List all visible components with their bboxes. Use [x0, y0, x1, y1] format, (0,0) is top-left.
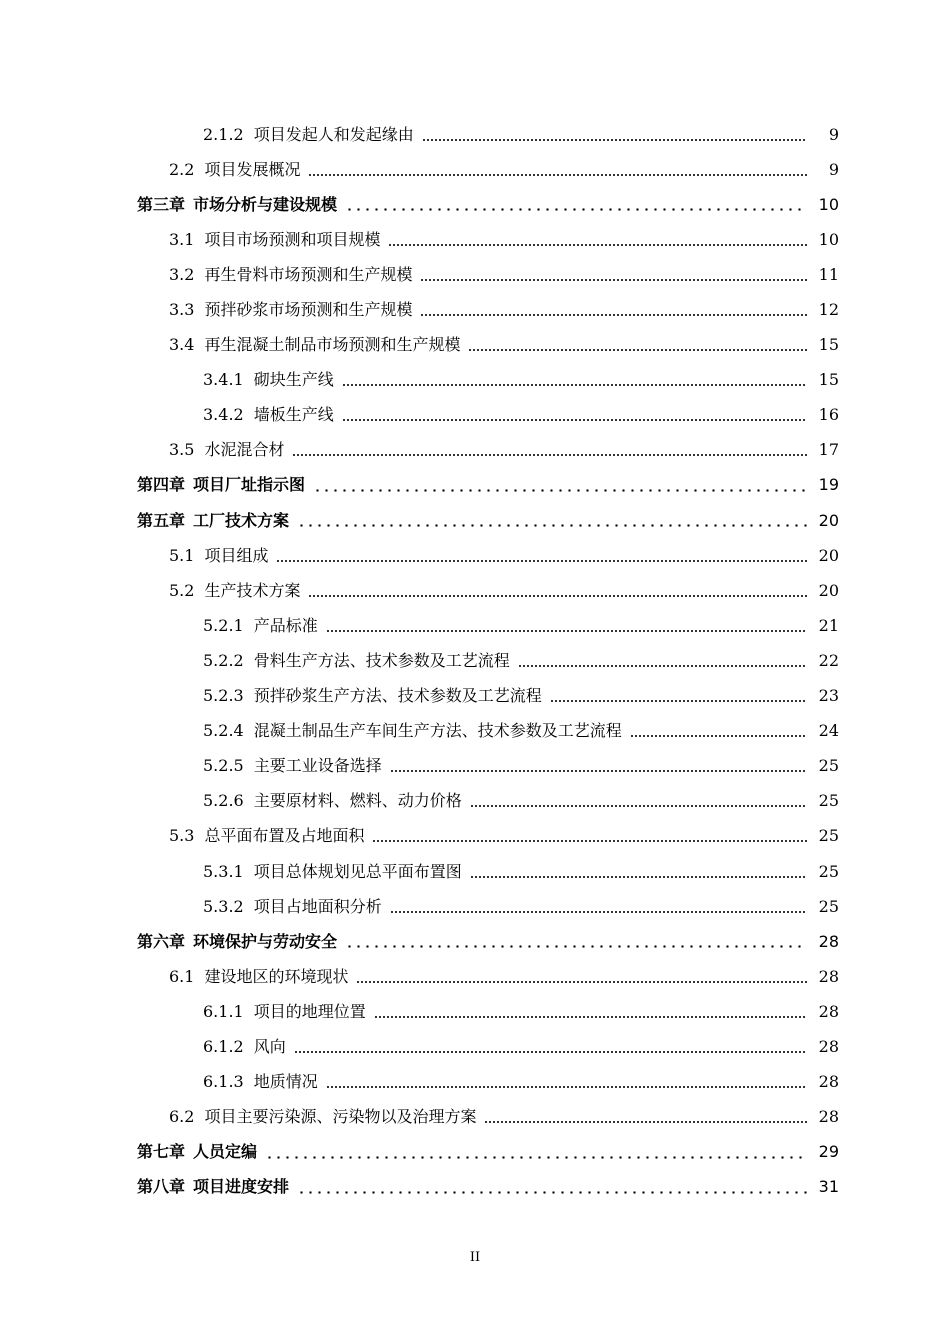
- toc-entry-page: 28: [818, 1072, 839, 1092]
- toc-dot-leader: [390, 911, 807, 913]
- toc-entry-page: 25: [818, 756, 839, 776]
- toc-entry[interactable]: [0, 784, 950, 819]
- toc-dot-leader: [276, 560, 807, 562]
- toc-entry-title: 骨料生产方法、技术参数及工艺流程: [253, 650, 510, 670]
- toc-entry-title: 环境保护与劳动安全: [193, 931, 338, 951]
- toc-entry-number: 5.2.1: [203, 615, 244, 635]
- toc-entry-page: 28: [818, 931, 839, 951]
- toc-dot-leader: [342, 384, 807, 386]
- toc-entry-page: 24: [818, 721, 839, 741]
- toc-dot-leader: [484, 1121, 807, 1123]
- toc-entry-page: 20: [818, 580, 839, 600]
- toc-entry-title: 项目主要污染源、污染物以及治理方案: [204, 1107, 477, 1127]
- toc-entry[interactable]: [0, 959, 950, 994]
- toc-entry-number: 第七章: [137, 1142, 186, 1162]
- toc-entry-title: 再生混凝土制品市场预测和生产规模: [204, 335, 461, 355]
- toc-entry-page: 10: [818, 194, 839, 214]
- toc-entry-page: 28: [818, 1036, 839, 1056]
- toc-dot-leader: [374, 1016, 807, 1018]
- toc-entry-page: 25: [818, 861, 839, 881]
- toc-dot-leader: [356, 981, 807, 983]
- toc-entry-title: 市场分析与建设规模: [193, 194, 338, 214]
- toc-entry-number: 6.1.3: [203, 1072, 244, 1092]
- toc-dot-leader: [292, 454, 807, 456]
- toc-entry[interactable]: [0, 538, 950, 573]
- toc-entry-number: 5.3: [169, 826, 195, 846]
- toc-entry-page: 19: [818, 475, 839, 495]
- toc-entry[interactable]: [0, 1100, 950, 1135]
- toc-entry-number: 6.1.1: [203, 1001, 244, 1021]
- table-of-contents: [0, 117, 950, 1205]
- toc-entry-number: 5.2: [169, 580, 195, 600]
- toc-dot-leader: [372, 840, 807, 842]
- toc-entry[interactable]: [0, 117, 950, 152]
- toc-entry-title: 主要工业设备选择: [253, 756, 382, 776]
- toc-entry-page: 10: [818, 229, 839, 249]
- toc-entry-page: 28: [818, 1107, 839, 1127]
- toc-dot-leader: [390, 770, 807, 772]
- toc-entry[interactable]: [0, 819, 950, 854]
- toc-entry-number: 3.3: [169, 300, 195, 320]
- toc-entry-title: 项目进度安排: [193, 1177, 290, 1197]
- toc-dot-leader: [308, 174, 807, 176]
- toc-entry-page: 23: [818, 686, 839, 706]
- toc-entry-title: 项目发展概况: [204, 159, 301, 179]
- toc-entry-number: 5.3.2: [203, 896, 244, 916]
- toc-entry-title: 总平面布置及占地面积: [204, 826, 365, 846]
- toc-dot-leader: [470, 876, 807, 878]
- toc-entry[interactable]: [0, 222, 950, 257]
- toc-entry-number: 5.2.5: [203, 756, 244, 776]
- toc-entry-title: 项目市场预测和项目规模: [204, 229, 381, 249]
- toc-entry-page: 28: [818, 966, 839, 986]
- toc-entry-number: 第四章: [137, 475, 186, 495]
- toc-entry-number: 第三章: [137, 194, 186, 214]
- toc-entry[interactable]: [0, 398, 950, 433]
- toc-entry-number: 3.5: [169, 440, 195, 460]
- toc-dot-leader: [345, 208, 807, 211]
- toc-entry[interactable]: [0, 152, 950, 187]
- toc-entry-title: 预拌砂浆市场预测和生产规模: [204, 300, 413, 320]
- toc-entry-title: 再生骨料市场预测和生产规模: [204, 264, 413, 284]
- toc-entry-page: 28: [818, 1001, 839, 1021]
- toc-entry-title: 人员定编: [193, 1142, 258, 1162]
- toc-dot-leader: [388, 244, 807, 246]
- toc-entry[interactable]: [0, 679, 950, 714]
- toc-entry-title: 主要原材料、燃料、动力价格: [253, 791, 462, 811]
- toc-entry[interactable]: [0, 889, 950, 924]
- toc-entry-number: 5.1: [169, 545, 195, 565]
- toc-entry-title: 生产技术方案: [204, 580, 301, 600]
- toc-entry-title: 砌块生产线: [253, 370, 334, 390]
- toc-entry-title: 产品标准: [253, 615, 318, 635]
- toc-entry-number: 第五章: [137, 510, 186, 530]
- toc-dot-leader: [297, 1191, 807, 1194]
- toc-entry[interactable]: [0, 257, 950, 292]
- toc-entry-page: 22: [818, 650, 839, 670]
- toc-dot-leader: [470, 805, 807, 807]
- toc-entry[interactable]: [0, 643, 950, 678]
- toc-entry[interactable]: [0, 187, 950, 222]
- toc-entry-page: 15: [818, 335, 839, 355]
- toc-entry-title: 项目总体规划见总平面布置图: [253, 861, 462, 881]
- toc-entry-number: 6.2: [169, 1107, 195, 1127]
- toc-entry-number: 5.2.6: [203, 791, 244, 811]
- toc-entry-page: 25: [818, 826, 839, 846]
- toc-entry-number: 第六章: [137, 931, 186, 951]
- toc-entry-page: 25: [818, 896, 839, 916]
- toc-entry[interactable]: [0, 854, 950, 889]
- toc-entry[interactable]: [0, 714, 950, 749]
- toc-entry-number: 3.4.2: [203, 405, 244, 425]
- toc-dot-leader: [550, 700, 807, 702]
- toc-entry-number: 3.2: [169, 264, 195, 284]
- toc-entry-number: 5.3.1: [203, 861, 244, 881]
- toc-dot-leader: [422, 139, 807, 141]
- toc-entry-title: 水泥混合材: [204, 440, 285, 460]
- toc-entry[interactable]: [0, 503, 950, 538]
- toc-dot-leader: [308, 595, 807, 597]
- toc-entry-title: 项目厂址指示图: [193, 475, 306, 495]
- toc-entry-page: 20: [818, 510, 839, 530]
- toc-entry-page: 25: [818, 791, 839, 811]
- toc-entry[interactable]: [0, 1135, 950, 1170]
- toc-entry-title: 预拌砂浆生产方法、技术参数及工艺流程: [253, 686, 542, 706]
- toc-entry[interactable]: [0, 573, 950, 608]
- toc-entry-page: 21: [818, 615, 839, 635]
- toc-dot-leader: [518, 665, 807, 667]
- toc-entry-number: 6.1.2: [203, 1036, 244, 1056]
- toc-dot-leader: [630, 735, 807, 737]
- toc-entry-page: 12: [818, 300, 839, 320]
- toc-entry-page: 17: [818, 440, 839, 460]
- toc-dot-leader: [420, 279, 807, 281]
- toc-entry[interactable]: [0, 292, 950, 327]
- toc-entry-title: 项目占地面积分析: [253, 896, 382, 916]
- toc-entry[interactable]: [0, 433, 950, 468]
- toc-entry-page: 16: [818, 405, 839, 425]
- toc-dot-leader: [345, 945, 807, 948]
- toc-entry[interactable]: [0, 1029, 950, 1064]
- toc-entry[interactable]: [0, 749, 950, 784]
- toc-entry-number: 2.2: [169, 159, 195, 179]
- toc-entry[interactable]: [0, 468, 950, 503]
- toc-entry-number: 5.2.4: [203, 721, 244, 741]
- toc-entry-page: 31: [818, 1177, 839, 1197]
- toc-entry-title: 工厂技术方案: [193, 510, 290, 530]
- toc-entry-title: 地质情况: [253, 1072, 318, 1092]
- toc-entry-title: 项目组成: [204, 545, 269, 565]
- toc-dot-leader: [265, 1156, 807, 1159]
- toc-dot-leader: [420, 314, 807, 316]
- toc-dot-leader: [468, 349, 807, 351]
- toc-entry[interactable]: [0, 994, 950, 1029]
- toc-entry-page: 20: [818, 545, 839, 565]
- toc-entry-title: 墙板生产线: [253, 405, 334, 425]
- toc-entry-page: 9: [828, 124, 839, 144]
- toc-entry-number: 6.1: [169, 966, 195, 986]
- toc-entry[interactable]: [0, 1170, 950, 1205]
- toc-entry-title: 风向: [253, 1036, 286, 1056]
- toc-entry-title: 建设地区的环境现状: [204, 966, 349, 986]
- toc-dot-leader: [342, 419, 807, 421]
- toc-entry-number: 3.4: [169, 335, 195, 355]
- toc-dot-leader: [326, 1086, 807, 1088]
- toc-dot-leader: [294, 1051, 807, 1053]
- toc-entry-number: 2.1.2: [203, 124, 244, 144]
- toc-entry-number: 3.4.1: [203, 370, 244, 390]
- toc-entry-title: 项目发起人和发起缘由: [253, 124, 414, 144]
- toc-entry-page: 15: [818, 370, 839, 390]
- toc-entry-title: 项目的地理位置: [253, 1001, 366, 1021]
- toc-entry[interactable]: [0, 608, 950, 643]
- toc-entry[interactable]: [0, 328, 950, 363]
- toc-dot-leader: [297, 524, 807, 527]
- toc-entry-page: 29: [818, 1142, 839, 1162]
- toc-entry-page: 9: [828, 159, 839, 179]
- toc-dot-leader: [326, 630, 807, 632]
- toc-entry-page: 11: [818, 264, 839, 284]
- toc-entry[interactable]: [0, 924, 950, 959]
- toc-entry-number: 3.1: [169, 229, 195, 249]
- toc-entry-title: 混凝土制品生产车间生产方法、技术参数及工艺流程: [253, 721, 622, 741]
- toc-entry[interactable]: [0, 363, 950, 398]
- toc-entry[interactable]: [0, 1065, 950, 1100]
- toc-entry-number: 5.2.3: [203, 686, 244, 706]
- page-number: II: [469, 1250, 481, 1265]
- toc-entry-number: 5.2.2: [203, 650, 244, 670]
- toc-entry-number: 第八章: [137, 1177, 186, 1197]
- toc-dot-leader: [313, 489, 807, 492]
